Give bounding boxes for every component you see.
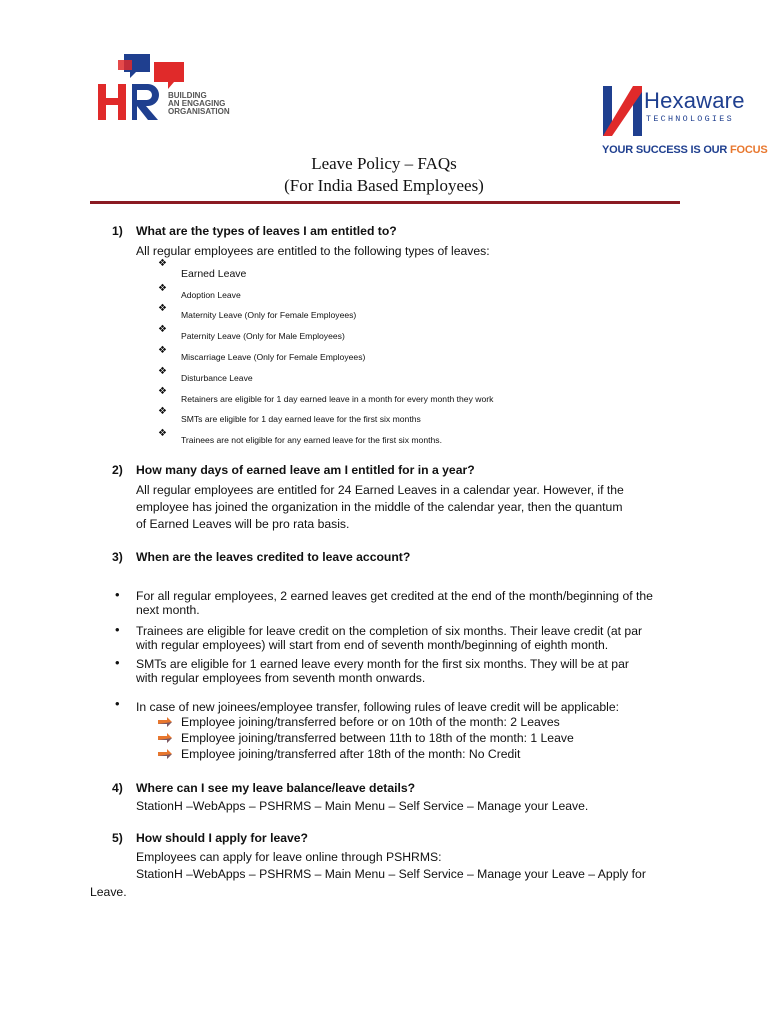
q2-question: How many days of earned leave am I entitled for in a year? (136, 463, 475, 477)
q5-answer-line-2: StationH –WebApps – PSHRMS – Main Menu – Self Service – Manage your Leave – Apply for (136, 867, 646, 881)
hexaware-tagline-main: YOUR SUCCESS IS OUR (602, 144, 731, 156)
page-title: Leave Policy – FAQs (311, 154, 457, 173)
q2-answer-line: All regular employees are entitled for 24 Earned Leaves in a calendar year. However, if the (136, 483, 624, 497)
q4-answer: StationH –WebApps – PSHRMS – Main Menu – Self Service – Manage your Leave. (136, 799, 589, 813)
q1-item: Trainees are not eligible for any earned leave for the first six months. (181, 435, 442, 445)
arrow-bullet-icon (158, 748, 172, 760)
hexaware-tagline-accent: FOCUS (730, 144, 768, 156)
q1-item: Adoption Leave (181, 290, 241, 300)
hexaware-h-mark-icon (603, 86, 645, 138)
q2-number: 2) (112, 463, 123, 477)
title-divider (90, 201, 680, 204)
q1-number: 1) (112, 224, 123, 238)
q3-sub-item: Employee joining/transferred between 11th to 18th of the month: 1 Leave (181, 731, 574, 745)
q1-item: SMTs are eligible for 1 day earned leave for the first six months (181, 414, 421, 424)
q3-bullet-line: Trainees are eligible for leave credit on the completion of six months. Their leave credit (at par (136, 624, 643, 638)
bullet-dot-icon: • (115, 655, 120, 670)
q1-question: What are the types of leaves I am entitled to? (136, 224, 397, 238)
diamond-bullet-icon: ❖ (158, 324, 167, 335)
q5-answer-line-1: Employees can apply for leave online through PSHRMS: (136, 850, 442, 864)
q1-item: Paternity Leave (Only for Male Employees) (181, 331, 345, 341)
diamond-bullet-icon: ❖ (158, 428, 167, 439)
q2-answer-line: employee has joined the organization in the middle of the calendar year, then the quantum (136, 500, 623, 514)
q5-answer-line-3: Leave. (90, 885, 127, 899)
q2-answer (136, 482, 663, 533)
q3-bullet-line: with regular employees) will start from end of seventh month/beginning of eighth month. (136, 637, 609, 652)
hr-logo-line-2: AN ENGAGING (168, 99, 226, 108)
arrow-bullet-icon (158, 732, 172, 744)
diamond-bullet-icon: ❖ (158, 406, 167, 417)
q1-item: Maternity Leave (Only for Female Employees) (181, 310, 357, 320)
q3-bullet (136, 590, 653, 617)
q3-sub-item: Employee joining/transferred after 18th of the month: No Credit (181, 747, 521, 761)
q4-number: 4) (112, 781, 123, 795)
q3-bullet-line: For all regular employees, 2 earned leaves get credited at the end of the month/beginning of the (136, 589, 653, 603)
bullet-dot-icon: • (115, 696, 120, 711)
q3-bullet (136, 625, 642, 652)
q3-bullet-line: with regular employees from seventh month onwards. (136, 670, 426, 685)
q1-item-earned-leave: Earned Leave (181, 268, 247, 280)
q1-item: Miscarriage Leave (Only for Female Employees) (181, 352, 366, 362)
q4-question: Where can I see my leave balance/leave details? (136, 781, 416, 795)
diamond-bullet-icon: ❖ (158, 303, 167, 314)
diamond-bullet-icon: ❖ (158, 366, 167, 377)
q3-question: When are the leaves credited to leave account? (136, 550, 411, 564)
hr-logo-line-3: ORGANISATION (168, 107, 230, 116)
bullet-dot-icon: • (115, 622, 120, 637)
page-subtitle: (For India Based Employees) (284, 176, 484, 195)
q2-answer-line: of Earned Leaves will be pro rata basis. (136, 517, 350, 531)
q5-number: 5) (112, 831, 123, 845)
hexaware-subtitle: TECHNOLOGIES (646, 114, 734, 124)
q3-sub-item: Employee joining/transferred before or on 10th of the month: 2 Leaves (181, 715, 560, 729)
q1-item: Retainers are eligible for 1 day earned leave in a month for every month they work (181, 394, 494, 404)
hexaware-logo (600, 86, 768, 160)
q1-intro: All regular employees are entitled to the following types of leaves: (136, 244, 490, 258)
bullet-dot-icon: • (115, 587, 120, 602)
diamond-bullet-icon: ❖ (158, 283, 167, 294)
q5-question: How should I apply for leave? (136, 831, 309, 845)
hexaware-wordmark: Hexaware (644, 88, 745, 113)
q3-number: 3) (112, 550, 123, 564)
q1-item: Disturbance Leave (181, 373, 253, 383)
hr-logo-line-1: BUILDING (168, 91, 207, 100)
diamond-bullet-icon: ❖ (158, 345, 167, 356)
q3-bullet (136, 658, 629, 685)
q3-bullet-line: In case of new joinees/employee transfer, following rules of leave credit will be applicable: (136, 700, 620, 714)
arrow-bullet-icon (158, 716, 172, 728)
hr-logo (94, 50, 230, 124)
diamond-bullet-icon: ❖ (158, 386, 167, 397)
diamond-bullet-icon: ❖ (158, 258, 167, 269)
q3-bullet-line: next month. (136, 602, 200, 617)
q3-bullet-line: SMTs are eligible for 1 earned leave every month for the first six months. They will be at par (136, 657, 629, 671)
